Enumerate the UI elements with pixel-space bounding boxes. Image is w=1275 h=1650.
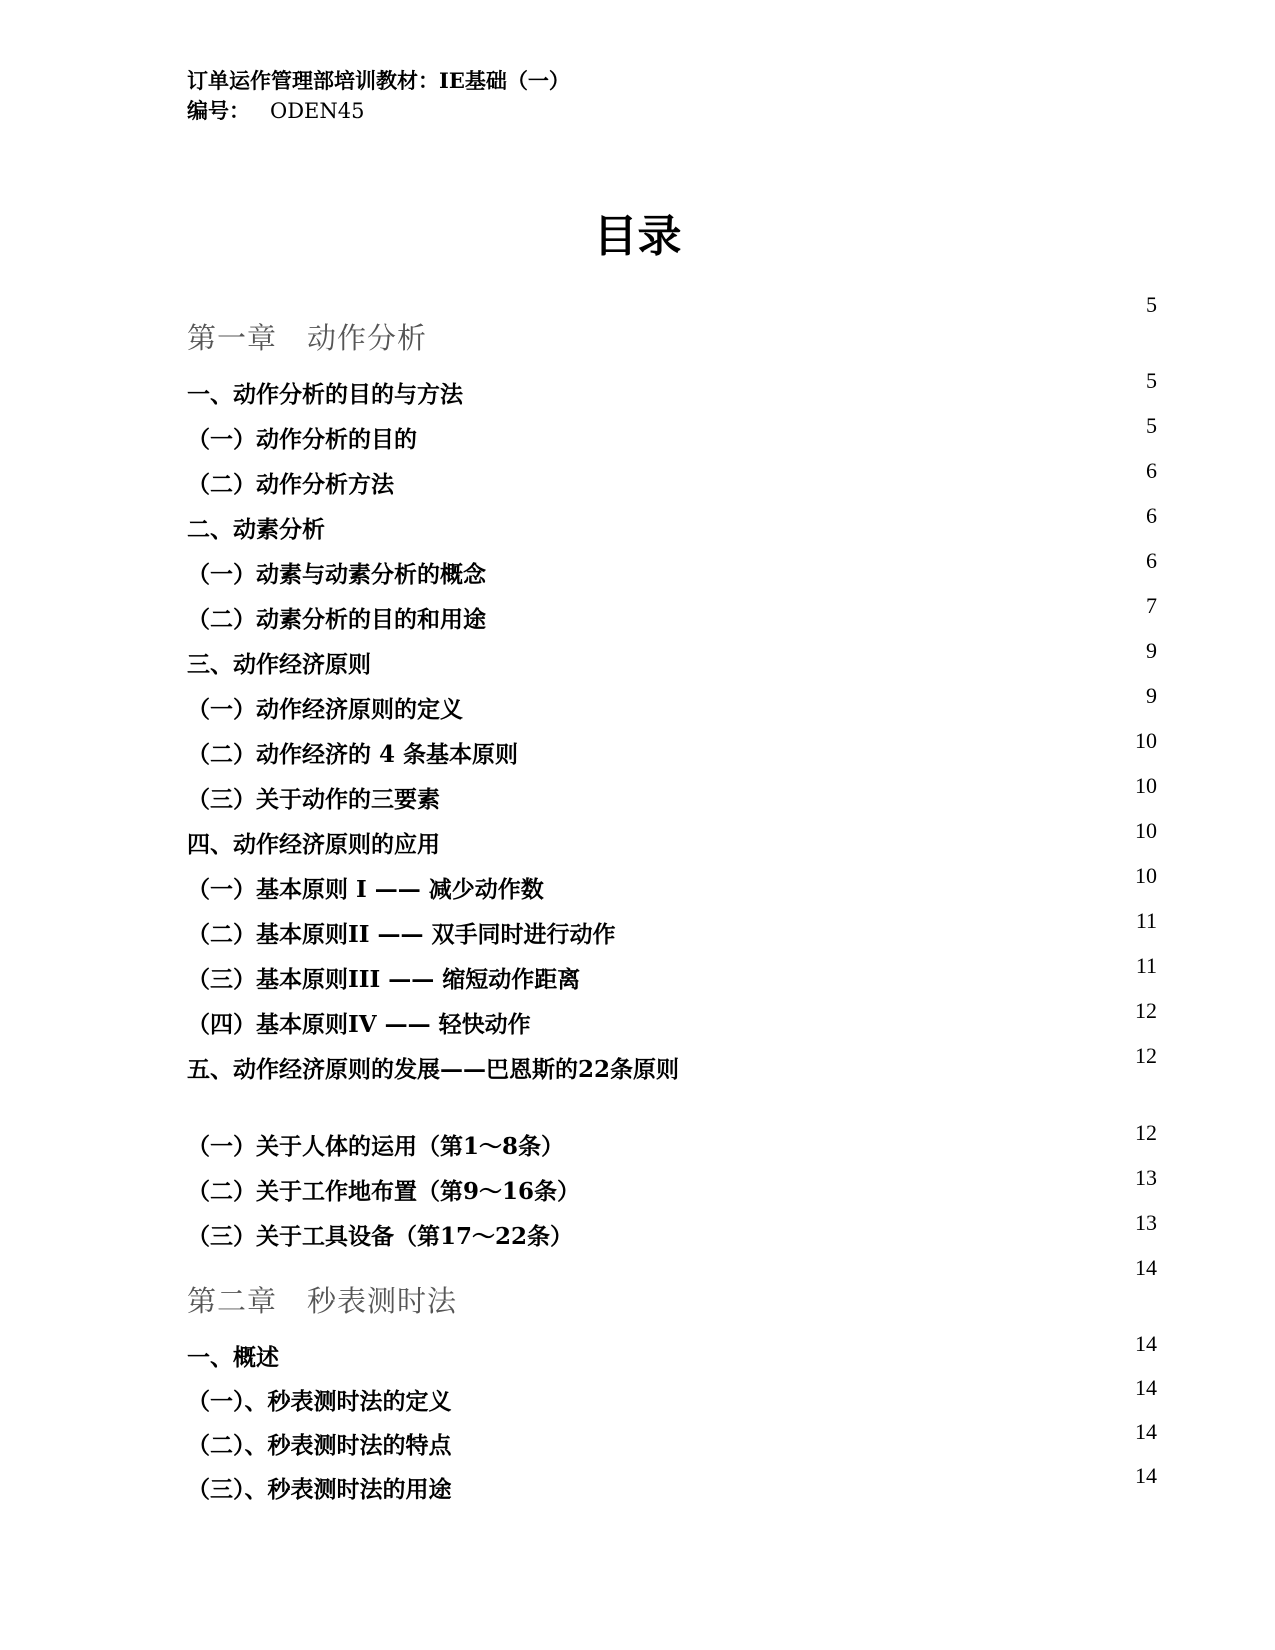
toc-page-number: 5 bbox=[1146, 413, 1157, 438]
toc-entry[interactable] bbox=[187, 998, 1157, 1043]
toc-page-number: 10 bbox=[1135, 863, 1157, 888]
toc-entry[interactable] bbox=[187, 863, 1157, 908]
toc-page-number: 12 bbox=[1135, 1043, 1157, 1068]
toc-entry-label: 四、动作经济原则的应用 bbox=[187, 831, 440, 858]
toc-entry-label: （一）关于人体的运用（第1～8条） bbox=[187, 1133, 565, 1160]
toc-entry[interactable] bbox=[187, 458, 1157, 503]
toc-entry[interactable] bbox=[187, 368, 1157, 413]
toc-page-number: 11 bbox=[1135, 908, 1157, 933]
toc-entry[interactable] bbox=[187, 773, 1157, 818]
toc-page-number: 12 bbox=[1135, 1120, 1157, 1145]
toc-entry-label: （二）动素分析的目的和用途 bbox=[187, 606, 486, 633]
toc-entry-label: （一）基本原则 I —— 减少动作数 bbox=[187, 876, 544, 903]
toc-page-number: 9 bbox=[1146, 638, 1157, 663]
toc-entry-label: （一）动素与动素分析的概念 bbox=[187, 561, 486, 588]
toc-page-number: 6 bbox=[1146, 503, 1157, 528]
toc-page-number: 6 bbox=[1146, 548, 1157, 573]
toc-entry[interactable] bbox=[187, 728, 1157, 773]
toc-page-number: 14 bbox=[1135, 1375, 1157, 1400]
toc-entry-label: （四）基本原则IV —— 轻快动作 bbox=[187, 1011, 531, 1038]
toc-entry-label: （三）关于动作的三要素 bbox=[187, 786, 440, 813]
toc-entry-label: （一）动作经济原则的定义 bbox=[187, 696, 463, 723]
table-of-contents bbox=[187, 292, 1157, 1507]
code-value: ODEN45 bbox=[270, 99, 365, 123]
document-title-line: 订单运作管理部培训教材：IE基础（一） bbox=[187, 68, 570, 93]
toc-page-number: 7 bbox=[1146, 593, 1157, 618]
toc-entry-label: （二）关于工作地布置（第9～16条） bbox=[187, 1178, 581, 1205]
toc-page-number: 9 bbox=[1146, 683, 1157, 708]
toc-entry[interactable] bbox=[187, 1043, 1157, 1120]
toc-page-number: 14 bbox=[1135, 1419, 1157, 1444]
toc-entry-label: （一）、秒表测时法的定义 bbox=[187, 1388, 452, 1415]
toc-entry[interactable] bbox=[187, 413, 1157, 458]
toc-entry-label: （三）、秒表测时法的用途 bbox=[187, 1476, 452, 1503]
toc-entry-label: （一）动作分析的目的 bbox=[187, 426, 417, 453]
toc-page-number: 5 bbox=[1146, 368, 1157, 393]
toc-page-number: 6 bbox=[1146, 458, 1157, 483]
toc-page-number: 14 bbox=[1135, 1331, 1157, 1356]
toc-entry-label: （三）关于工具设备（第17～22条） bbox=[187, 1223, 574, 1250]
toc-entry-label: 二、动素分析 bbox=[187, 516, 325, 543]
toc-entry-label: （二）、秒表测时法的特点 bbox=[187, 1432, 452, 1459]
toc-page-number: 14 bbox=[1135, 1463, 1157, 1488]
toc-page-number: 10 bbox=[1135, 818, 1157, 843]
toc-chapter-1[interactable] bbox=[187, 292, 1157, 368]
toc-page-number: 11 bbox=[1135, 953, 1157, 978]
toc-page-number: 5 bbox=[1146, 292, 1157, 317]
toc-entry[interactable] bbox=[187, 818, 1157, 863]
toc-entry-label: 第二章 秒表测时法 bbox=[187, 1284, 458, 1318]
toc-entry[interactable] bbox=[187, 683, 1157, 728]
toc-entry[interactable] bbox=[187, 1165, 1157, 1210]
toc-page-number: 13 bbox=[1135, 1210, 1157, 1235]
toc-entry-label: 三、动作经济原则 bbox=[187, 651, 371, 678]
toc-entry[interactable] bbox=[187, 1463, 1157, 1507]
page-title: 目录 bbox=[593, 211, 682, 262]
toc-entry[interactable] bbox=[187, 548, 1157, 593]
document-header bbox=[187, 66, 570, 126]
toc-page-number: 13 bbox=[1135, 1165, 1157, 1190]
toc-entry[interactable] bbox=[187, 953, 1157, 998]
toc-entry[interactable] bbox=[187, 1375, 1157, 1419]
toc-entry[interactable] bbox=[187, 1419, 1157, 1463]
toc-entry[interactable] bbox=[187, 503, 1157, 548]
toc-entry-label: （三）基本原则III —— 缩短动作距离 bbox=[187, 966, 581, 993]
toc-entry[interactable] bbox=[187, 1120, 1157, 1165]
toc-page-number: 12 bbox=[1135, 998, 1157, 1023]
toc-entry[interactable] bbox=[187, 1331, 1157, 1375]
toc-chapter-2[interactable] bbox=[187, 1255, 1157, 1331]
toc-entry[interactable] bbox=[187, 638, 1157, 683]
toc-entry[interactable] bbox=[187, 593, 1157, 638]
document-code-line bbox=[187, 96, 570, 126]
toc-entry-label: 五、动作经济原则的发展——巴恩斯的22条原则 bbox=[187, 1056, 680, 1083]
toc-entry-label: 一、概述 bbox=[187, 1344, 279, 1371]
toc-page-number: 14 bbox=[1135, 1255, 1157, 1280]
toc-entry-label: （二）动作经济的 4 条基本原则 bbox=[187, 741, 519, 768]
toc-entry-label: 第一章 动作分析 bbox=[187, 321, 428, 355]
toc-entry-label: （二）基本原则II —— 双手同时进行动作 bbox=[187, 921, 616, 948]
toc-entry[interactable] bbox=[187, 1210, 1157, 1255]
code-label: 编号： bbox=[187, 98, 250, 123]
toc-page-number: 10 bbox=[1135, 728, 1157, 753]
toc-page-number: 10 bbox=[1135, 773, 1157, 798]
toc-entry-label: （二）动作分析方法 bbox=[187, 471, 394, 498]
toc-entry[interactable] bbox=[187, 908, 1157, 953]
toc-entry-label: 一、动作分析的目的与方法 bbox=[187, 381, 463, 408]
